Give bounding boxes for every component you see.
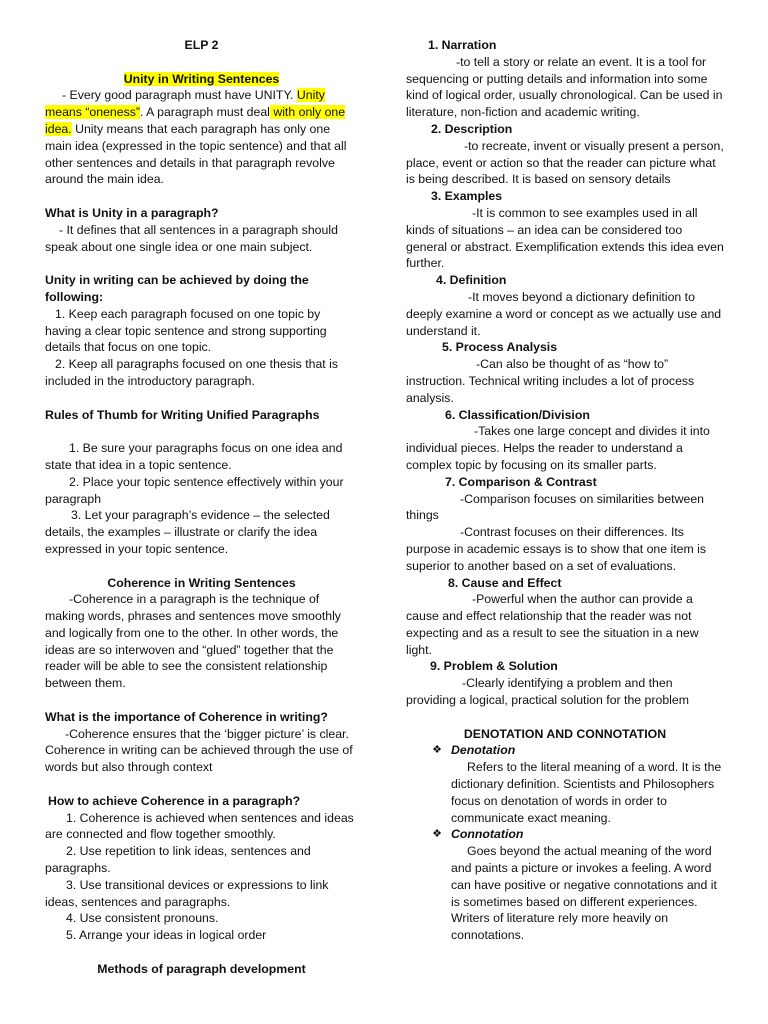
right-column	[406, 37, 724, 944]
method-text: -It is common to see examples used in all kinds of situations – an idea can be considered too general or abstract. Exemplification extends this idea even further.	[406, 205, 724, 271]
left-column	[45, 37, 358, 978]
how-item: 4. Use consistent pronouns.	[66, 911, 219, 926]
method-title: 5. Process Analysis	[442, 340, 558, 355]
unity-intro-highlight2: with only one idea.	[45, 105, 346, 136]
importance-text: -Coherence ensures that the ‘bigger picture’ is clear. Coherence in writing can be achieved through the use of words but also through context	[45, 726, 353, 775]
method-text: -Can also be thought of as “how to” instruction. Technical writing includes a lot of process analysis.	[406, 357, 695, 405]
achieve-item: 1. Keep each paragraph focused on one topic by having a clear topic sentence and strong supporting details that focus on one topic.	[45, 306, 327, 355]
method-title: 2. Description	[431, 121, 513, 136]
coherence-heading: Coherence in Writing Sentences	[107, 575, 296, 590]
importance-heading: What is the importance of Coherence in writing?	[45, 709, 328, 724]
unity-intro	[45, 87, 358, 188]
method-title: 6. Classification/Division	[445, 407, 590, 422]
unity-intro-highlight1: Unity means “oneness”	[45, 88, 325, 120]
how-item: 3. Use transitional devices or expressions to link ideas, sentences and paragraphs.	[45, 877, 329, 909]
unity-question: What is Unity in a paragraph?	[45, 205, 219, 220]
diamond-bullet-icon: ❖	[432, 828, 442, 841]
method-title: 3. Examples	[431, 189, 503, 204]
rules-item: 2. Place your topic sentence effectively within your paragraph	[45, 474, 344, 506]
connotation-row	[406, 826, 724, 843]
method-text: -Comparison focuses on similarities between things	[406, 491, 704, 523]
how-heading: How to achieve Coherence in a paragraph?	[48, 793, 301, 808]
denotation-text: Refers to the literal meaning of a word. It is the dictionary definition. Scientists and Philosophers focus on denotation of words in order to communicate exact meaning.	[451, 760, 722, 825]
connotation-title: Connotation	[451, 827, 524, 842]
rules-heading: Rules of Thumb for Writing Unified Paragraphs	[45, 407, 320, 422]
method-title: 4. Definition	[436, 273, 507, 288]
unity-intro-part3: Unity means that each paragraph has only one main idea (expressed in the topic sentence) and that all other sentences and details in that paragraph revolve around the main idea.	[45, 121, 347, 187]
denotation-title: Denotation	[451, 743, 516, 758]
unity-heading	[45, 71, 358, 88]
achieve-heading: Unity in writing can be achieved by doing the following:	[45, 273, 309, 304]
coherence-text: -Coherence in a paragraph is the technique of making words, phrases and sentences move smoothly and logically from one to the other. In other words, the ideas are so interwoven and “glued” together that the reader will be able to see the consistent relationship between them.	[45, 592, 341, 691]
how-item: 1. Coherence is achieved when sentences and ideas are connected and flow together smoothly.	[45, 810, 354, 842]
method-title: 7. Comparison & Contrast	[445, 474, 597, 489]
methods-heading: Methods of paragraph development	[97, 961, 306, 976]
method-text: -Clearly identifying a problem and then providing a logical, practical solution for the problem	[406, 676, 689, 708]
method-text: -to tell a story or relate an event. It is a tool for sequencing or putting details and information into some kind of logical order, usually chronological. Can be used in literature, non-fiction and academic writing.	[406, 54, 723, 120]
unity-intro-part1: - Every good paragraph must have UNITY.	[62, 88, 297, 103]
method-text-2: -Contrast focuses on their differences. Its purpose in academic essays is to show that one item is superior to another based on a set of evaluations.	[406, 525, 707, 573]
method-title: 9. Problem & Solution	[430, 659, 558, 674]
how-item: 2. Use repetition to link ideas, sentences and paragraphs.	[45, 844, 311, 876]
method-title: 8. Cause and Effect	[448, 575, 562, 590]
method-text: -Takes one large concept and divides it into individual pieces. Helps the reader to understand a complex topic by focusing on its smaller parts.	[406, 424, 710, 472]
connotation-text: Goes beyond the actual meaning of the word and paints a picture or invokes a feeling. A word can have positive or negative connotations and it is sometimes based on different experiences. Writers of literature rely more heavily on connotations.	[451, 844, 717, 943]
rules-item: 3. Let your paragraph’s evidence – the selected details, the examples – illustrate or clarify the idea expressed in your topic sentence.	[45, 508, 330, 556]
method-title: 1. Narration	[428, 38, 497, 52]
unity-intro-part2: . A paragraph must deal	[140, 105, 270, 120]
how-item: 5. Arrange your ideas in logical order	[66, 928, 267, 943]
method-text: -to recreate, invent or visually present a person, place, event or action so that the reader can picture what is being described. It is based on sensory details	[406, 138, 724, 187]
unity-answer: - It defines that all sentences in a paragraph should speak about one single idea or one main subject.	[45, 222, 338, 254]
unity-heading-text: Unity in Writing Sentences	[123, 71, 280, 86]
method-text: -Powerful when the author can provide a cause and effect relationship that the reader was not expecting and as a result to see the situation in a new light.	[406, 592, 699, 657]
doc-title: ELP 2	[184, 38, 219, 52]
achieve-item: 2. Keep all paragraphs focused on one thesis that is included in the introductory paragraph.	[45, 357, 339, 388]
rules-item: 1. Be sure your paragraphs focus on one idea and state that idea in a topic sentence.	[45, 441, 343, 472]
denotation-row	[406, 742, 724, 759]
denotation-connotation-heading: DENOTATION AND CONNOTATION	[463, 726, 667, 741]
method-text: -It moves beyond a dictionary definition to deeply examine a word or concept as we actually use and understand it.	[406, 289, 722, 338]
diamond-bullet-icon: ❖	[432, 744, 442, 757]
